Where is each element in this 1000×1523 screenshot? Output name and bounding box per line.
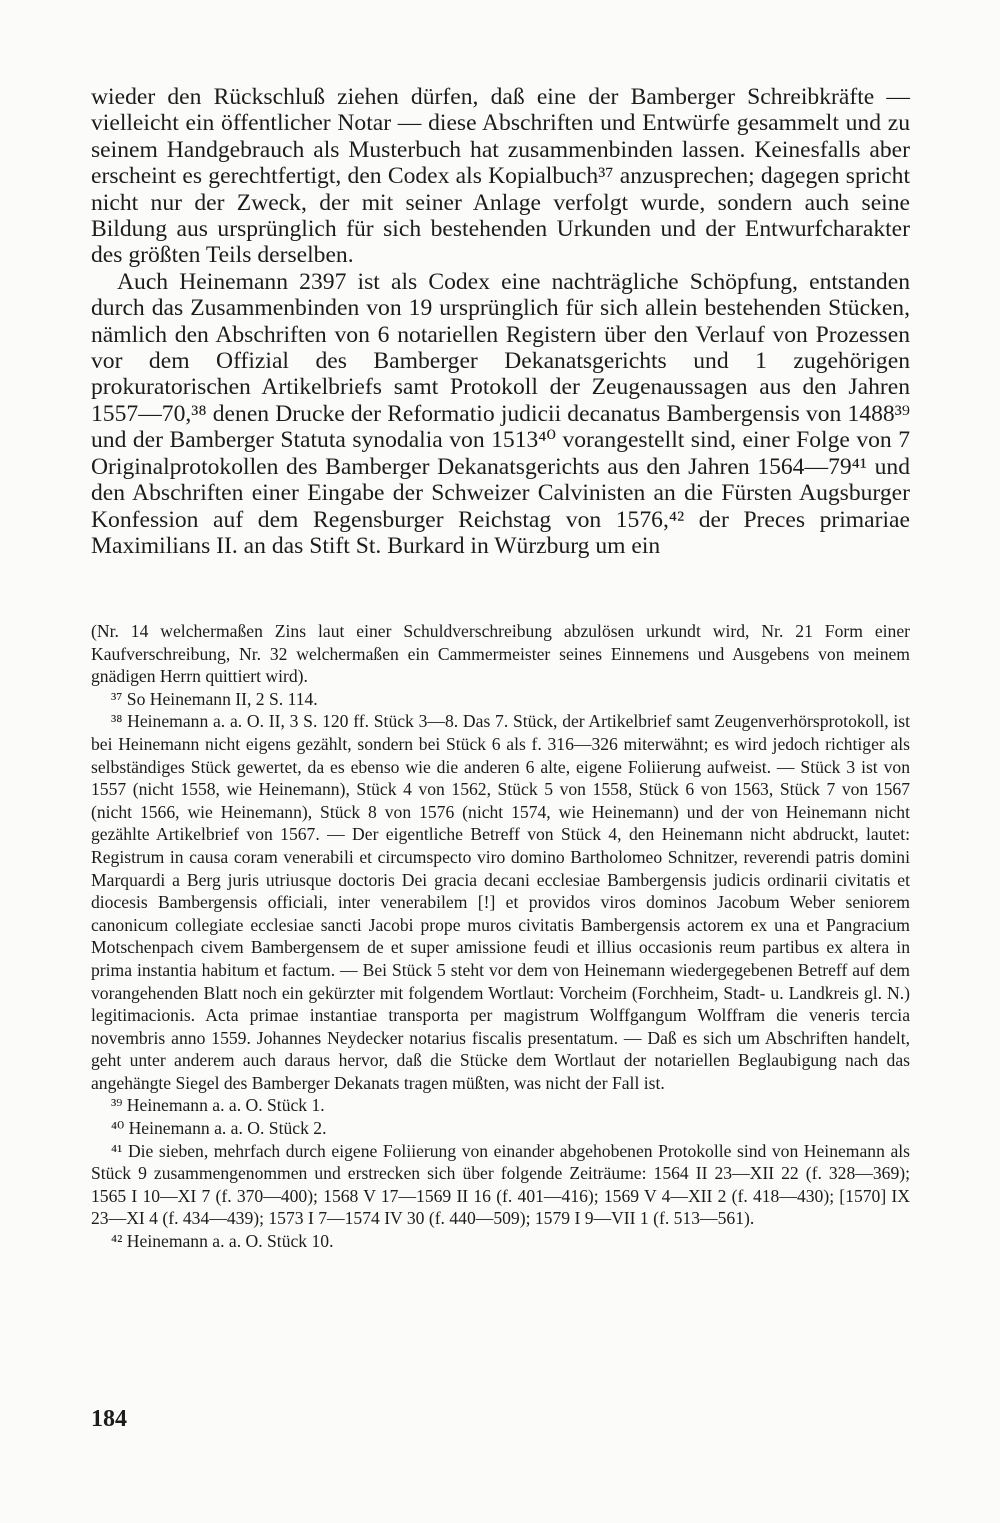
- footnote-38: ³⁸ Heinemann a. a. O. II, 3 S. 120 ff. Stück 3—8. Das 7. Stück, der Artikelbrief samt Zeugenverhörsprotokoll, ist bei Heinemann nicht eigens gezählt, sondern bei Stück 6 als f. 316—326 miterwähnt; es wird jedoch richtiger als selbständiges Stück gewertet, da es ebenso wie die anderen 6 alte, eigene Foliierung aufweist. — Stück 3 ist von 1557 (nicht 1558, wie Heinemann), Stück 4 von 1562, Stück 5 von 1558, Stück 6 von 1563, Stück 7 von 1567 (nicht 1566, wie Heinemann), Stück 8 von 1576 (nicht 1574, wie Heinemann) und der von Heinemann nicht gezählte Artikelbrief von 1567. — Der eigentliche Betreff von Stück 4, den Heinemann nicht abdruckt, lautet: Registrum in causa coram venerabili et circumspecto viro domino Bartholomeo Schnitzer, reverendi patris domini Marquardi a Berg juris utriusque doctoris Dei gracia decani ecclesiae Bambergensis judicis ordinarii civitatis et diocesis Bambergensis officiali, inter venerabilem [!] et providos viros dominos Jacobum Weber seniorem canonicum collegiate ecclesiae sancti Jacobi prope muros civitatis Bambergensis actorem ex una et Pangracium Motschenpach civem Bambergensem de et super amissione feudi et illius occasionis reum partibus ex altera in prima instantia habitum et factum. — Bei Stück 5 steht vor dem von Heinemann wiedergegebenen Betreff auf dem vorangehenden Blatt noch ein gekürzter mit folgendem Wortlaut: Vorcheim (Forchheim, Stadt- u. Landkreis gl. N.) legitimacionis. Acta primae instantiae transporta per magistrum Wolffgangum Wolffram die veneris tercia novembris anno 1559. Johannes Neydecker notarius fiscalis presentatum. — Daß es sich um Abschriften handelt, geht unter anderem auch daraus hervor, daß die Stücke dem Wortlaut der notariellen Beglaubigung nach das angehängte Siegel des Bamberger Dekanats tragen müßten, was nicht der Fall ist.: [91, 711, 910, 1093]
- footnote-41: ⁴¹ Die sieben, mehrfach durch eigene Foliierung von einander abgehobenen Protokolle sind von Heinemann als Stück 9 zusammengenommen und erstrecken sich über folgende Zeiträume: 1564 II 23—XII 22 (f. 328—369); 1565 I 10—XI 7 (f. 370—400); 1568 V 17—1569 II 16 (f. 401—416); 1569 V 4—XII 2 (f. 418—430); [1570] IX 23—XI 4 (f. 434—439); 1573 I 7—1574 IV 30 (f. 440—509); 1579 I 9—VII 1 (f. 513—561).: [91, 1140, 910, 1229]
- body-paragraph: wieder den Rückschluß ziehen dürfen, daß eine der Bamberger Schreibkräfte — vielleicht ein öffentlicher Notar — diese Abschriften und Entwürfe gesammelt und zu seinem Handgebrauch als Musterbuch hat zusammenbinden lassen. Keinesfalls aber erscheint es gerechtfertigt, den Codex als Kopialbuch³⁷ anzusprechen; dagegen spricht nicht nur der Zweck, der mit seiner Anlage verfolgt wurde, sondern auch seine Bildung aus ursprünglich für sich bestehenden Urkunden und der Entwurfcharakter des größten Teils derselben.: [91, 84, 910, 269]
- main-text: [91, 84, 910, 559]
- page-number: 184: [91, 1406, 127, 1432]
- footnote-42: ⁴² Heinemann a. a. O. Stück 10.: [111, 1231, 334, 1252]
- footnote-39: ³⁹ Heinemann a. a. O. Stück 1.: [111, 1095, 325, 1116]
- footnotes: [91, 620, 910, 1253]
- footnote-continuation: (Nr. 14 welchermaßen Zins laut einer Schuldverschreibung abzulösen urkundt wird, Nr. 21 Form einer Kaufverschreibung, Nr. 32 welchermaßen ein Cammermeister seines Einnemens und Ausgebens von meinem gnädigen Herrn quittiert wird).: [91, 621, 910, 687]
- body-paragraph: Auch Heinemann 2397 ist als Codex eine nachträgliche Schöpfung, entstanden durch das Zusammenbinden von 19 ursprünglich für sich allein bestehenden Stücken, nämlich den Abschriften von 6 notariellen Registern über den Verlauf von Prozessen vor dem Offizial des Bamberger Dekanatsgerichts und 1 zugehörigen prokuratorischen Artikelbriefs samt Protokoll der Zeugenaussagen aus den Jahren 1557—70,³⁸ denen Drucke der Reformatio judicii decanatus Bambergensis von 1488³⁹ und der Bamberger Statuta synodalia von 1513⁴⁰ vorangestellt sind, einer Folge von 7 Originalprotokollen des Bamberger Dekanatsgerichts aus den Jahren 1564—79⁴¹ und den Abschriften einer Eingabe der Schweizer Calvinisten an die Fürsten Augsburger Konfession auf dem Regensburger Reichstag von 1576,⁴² der Preces primariae Maximilians II. an das Stift St. Burkard in Würzburg um ein: [91, 268, 910, 559]
- footnote-37: ³⁷ So Heinemann II, 2 S. 114.: [111, 688, 318, 709]
- footnote-40: ⁴⁰ Heinemann a. a. O. Stück 2.: [111, 1118, 327, 1139]
